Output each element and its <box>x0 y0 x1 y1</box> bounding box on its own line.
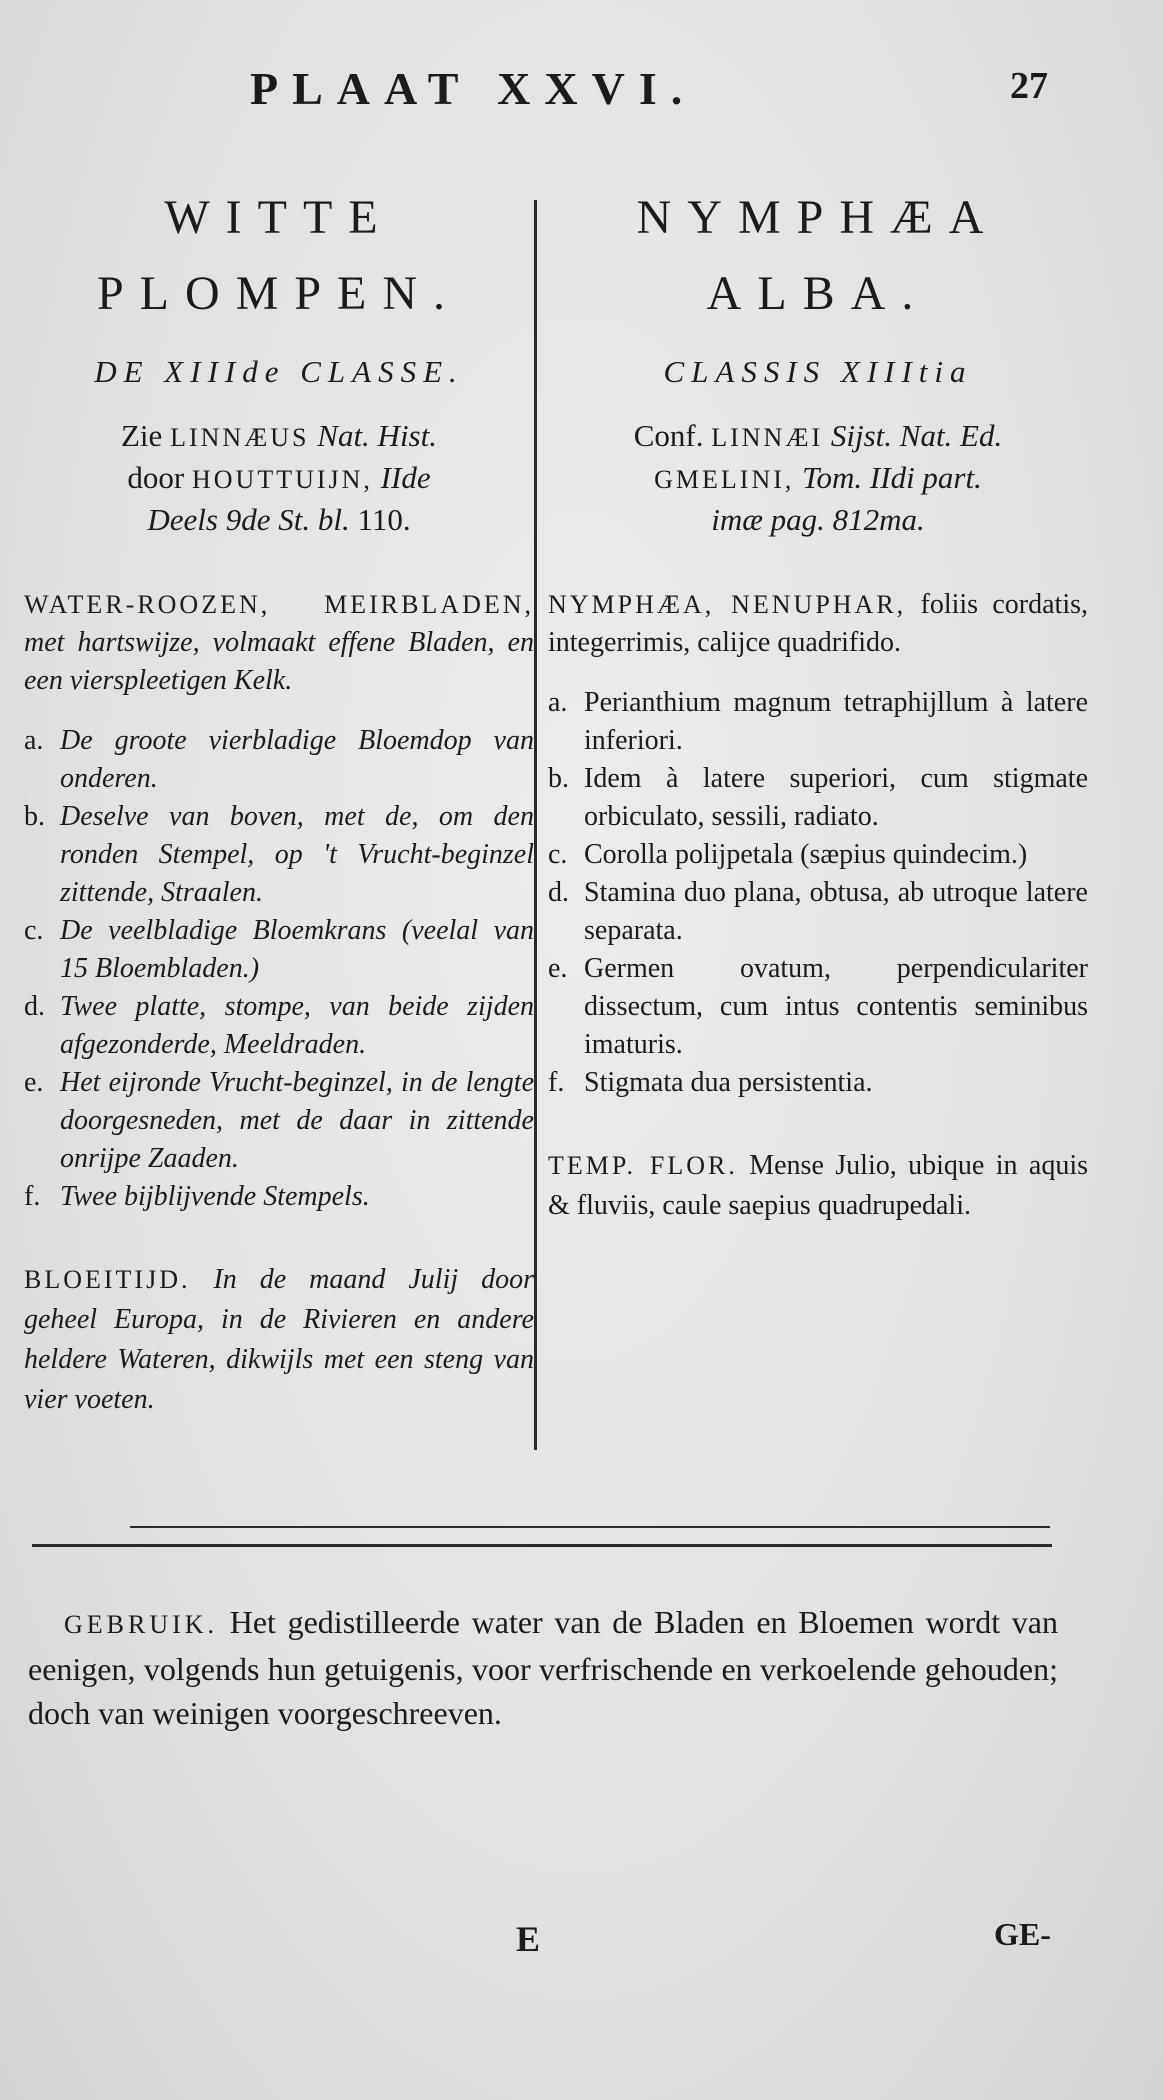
item-text: Twee platte, stompe, van beide zijden afgezonderde, Meeldraden. <box>60 991 534 1060</box>
item-text: De groote vierbladige Bloemdop van onderen. <box>60 725 534 794</box>
usage-lead: GEBRUIK. <box>64 1610 219 1639</box>
usage-paragraph <box>28 1600 1058 1735</box>
item-letter: e. <box>548 953 568 984</box>
item-text: Corolla polijpetala (sæpius quindecim.) <box>584 839 1028 870</box>
item-text: Het eijronde Vrucht-beginzel, in de lengte doorgesneden, met de daar in zittende onrijpe Zaaden. <box>60 1067 534 1174</box>
dutch-title-line-2: PLOMPEN. <box>96 267 462 320</box>
latin-desc-text: foliis cordatis, integerrimis, calijce quadrifido. <box>548 589 1089 658</box>
latin-flowering-time <box>548 1146 1088 1226</box>
dutch-flowering-time <box>24 1260 534 1420</box>
item-letter: c. <box>24 915 44 946</box>
list-item <box>24 798 534 912</box>
list-item <box>548 836 1088 874</box>
latin-bloei-lead: TEMP. FLOR. <box>548 1151 738 1180</box>
dutch-ref-part: Zie <box>121 418 163 453</box>
list-item <box>24 722 534 798</box>
item-letter: e. <box>24 1067 44 1098</box>
item-text: Germen ovatum, perpendiculariter dissectum, cum intus contentis seminibus imaturis. <box>584 953 1088 1060</box>
dutch-reference <box>24 416 534 540</box>
list-item <box>24 1178 534 1216</box>
list-item <box>548 1064 1088 1102</box>
separator-rule-thin <box>130 1526 1050 1528</box>
dutch-column <box>24 180 534 1420</box>
item-letter: f. <box>548 1067 565 1098</box>
usage-text: Het gedistilleerde water van de Bladen en Bloemen wordt van eenigen, volgends hun getuigenis, voor verfrischende en verkoelende gehouden; doch van weinigen voorgeschreeven. <box>28 1604 1059 1731</box>
dutch-ref-part: IIde <box>380 460 431 495</box>
list-item <box>24 912 534 988</box>
dutch-title-line-1: WITTE <box>164 191 394 244</box>
item-letter: a. <box>548 687 568 718</box>
item-text: Stigmata dua persistentia. <box>584 1067 873 1098</box>
item-text: De veelbladige Bloemkrans (veelal van 15 Bloembladen.) <box>60 915 534 984</box>
item-letter: c. <box>548 839 568 870</box>
item-letter: b. <box>548 763 569 794</box>
item-text: Twee bijblijvende Stempels. <box>60 1181 370 1212</box>
item-letter: a. <box>24 725 44 756</box>
dutch-ref-author: LINNÆUS <box>170 423 310 452</box>
signature-mark: E <box>516 1919 541 1959</box>
latin-column <box>548 180 1088 1226</box>
page-number: 27 <box>1010 65 1048 107</box>
dutch-ref-part: Nat. Hist. <box>317 418 437 453</box>
latin-reference <box>548 416 1088 540</box>
list-item <box>548 874 1088 950</box>
dutch-items-list <box>24 722 534 1216</box>
latin-ref-part: Tom. IIdi part. <box>802 460 982 495</box>
latin-description <box>548 586 1088 662</box>
list-item <box>24 988 534 1064</box>
latin-ref-page: imæ pag. 812ma. <box>711 502 925 537</box>
latin-ref-author: LINNÆI <box>711 423 824 452</box>
latin-bloei-text: Mense Julio, ubique in aquis & fluviis, caule saepius quadrupedali. <box>548 1150 1089 1221</box>
dutch-classe: DE XIIIde CLASSE. <box>94 354 464 389</box>
dutch-ref-part: Deels 9de St. bl. <box>147 502 350 537</box>
item-text: Deselve van boven, met de, om den ronden Stempel, op 't Vrucht-beginzel zittende, Straalen. <box>60 801 534 908</box>
latin-items-list <box>548 684 1088 1102</box>
item-letter: f. <box>24 1181 41 1212</box>
item-text: Idem à latere superiori, cum stigmate orbiculato, sessili, radiato. <box>584 763 1088 832</box>
dutch-bloei-lead: BLOEITIJD. <box>24 1265 191 1294</box>
column-divider <box>534 200 537 1450</box>
latin-title-line-2: ALBA. <box>706 267 930 320</box>
dutch-ref-editor: HOUTTUIJN, <box>192 465 373 494</box>
separator-rule <box>32 1544 1052 1547</box>
dutch-ref-page: 110. <box>357 502 411 537</box>
catchword: GE- <box>994 1916 1051 1952</box>
latin-classis: CLASSIS XIIItia <box>663 354 973 389</box>
latin-title-line-1: NYMPHÆA <box>636 191 1000 244</box>
item-text: Stamina duo plana, obtusa, ab utroque latere separata. <box>584 877 1088 946</box>
list-item <box>548 684 1088 760</box>
dutch-bloei-text: In de maand Julij door geheel Europa, in de Rivieren en andere heldere Wateren, dikwijls met een steng van vier voeten. <box>24 1264 535 1415</box>
latin-desc-lead: NYMPHÆA, NENUPHAR, <box>548 590 907 619</box>
dutch-desc-lead: WATER-ROOZEN, MEIRBLADEN, <box>24 590 534 619</box>
latin-ref-part: Sijst. Nat. Ed. <box>830 418 1003 453</box>
latin-ref-part: Conf. <box>633 418 704 453</box>
item-text: Perianthium magnum tetraphijllum à latere inferiori. <box>584 687 1088 756</box>
page-header <box>0 62 1163 122</box>
item-letter: d. <box>548 877 569 908</box>
item-letter: d. <box>24 991 45 1022</box>
list-item <box>548 760 1088 836</box>
dutch-desc-text: met hartswijze, volmaakt effene Bladen, en een vierspleetigen Kelk. <box>24 627 534 696</box>
list-item <box>24 1064 534 1178</box>
plate-title: PLAAT XXVI. <box>250 63 697 114</box>
latin-ref-editor: GMELINI, <box>654 465 795 494</box>
list-item <box>548 950 1088 1064</box>
dutch-description <box>24 586 534 700</box>
dutch-ref-part: door <box>127 460 185 495</box>
item-letter: b. <box>24 801 45 832</box>
